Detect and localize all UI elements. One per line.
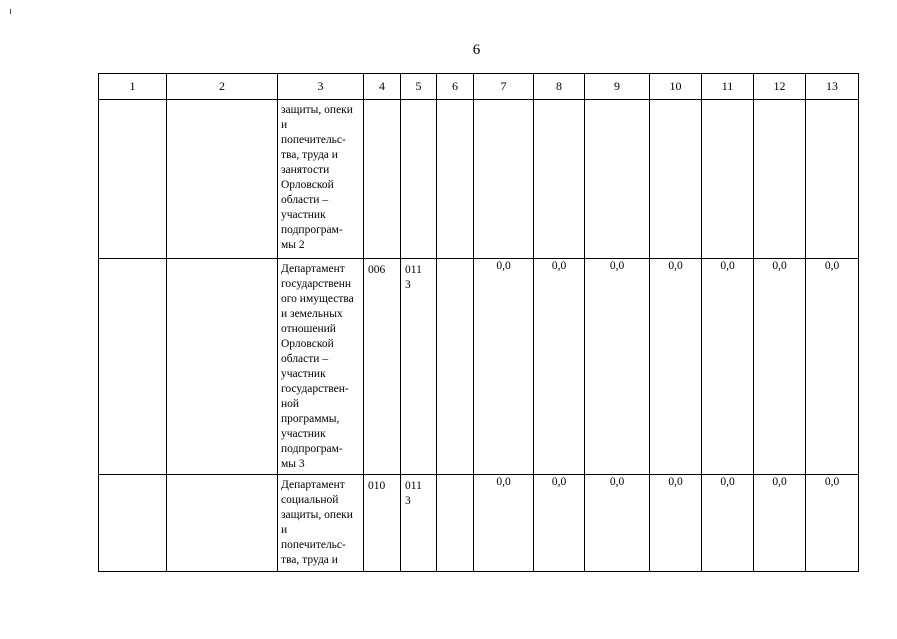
cell-code4 [364,475,401,572]
cell-value [702,100,754,259]
table-row [99,100,859,259]
budget-table [98,73,859,572]
code-4: 006 [368,264,386,276]
code-5 [401,100,436,104]
cell-name [278,475,364,572]
cell-value [534,100,585,259]
header-cell: 7 [474,74,534,100]
header-cell: 11 [702,74,754,100]
cell-value: 0,0 [474,475,534,572]
cell-col6 [437,259,474,475]
header-cell: 4 [364,74,401,100]
cell-value: 0,0 [534,475,585,572]
cell-value [806,100,859,259]
header-cell: 8 [534,74,585,100]
table-header-row [99,74,859,100]
cell-code5 [401,259,437,475]
header-cell: 6 [437,74,474,100]
cell-value: 0,0 [534,259,585,475]
header-cell: 1 [99,74,167,100]
header-cell: 3 [278,74,364,100]
participant-name: Департамент государственн ого имущества и земельных отношений Орловской области – участник государствен- ной программы, участник подпрограм- мы 3 [281,263,354,470]
cell-name [278,100,364,259]
participant-name: защиты, опеки и попечительс- тва, труда и занятости Орловской области – участник подпрограм- мы 2 [281,104,353,251]
cell-col1 [99,475,167,572]
cell-value: 0,0 [754,259,806,475]
code-5: 011 3 [405,480,422,507]
cell-col2 [167,259,278,475]
participant-name: Департамент социальной защиты, опеки и попечительс- тва, труда и [281,479,353,566]
cell-value [650,100,702,259]
table-row [99,259,859,475]
cell-value: 0,0 [585,475,650,572]
header-cell: 5 [401,74,437,100]
cell-value: 0,0 [754,475,806,572]
cell-code4 [364,259,401,475]
cell-value: 0,0 [806,475,859,572]
header-cell: 9 [585,74,650,100]
cell-col2 [167,100,278,259]
cell-value [474,100,534,259]
cell-name [278,259,364,475]
header-cell: 13 [806,74,859,100]
cell-code5 [401,475,437,572]
page-number: 6 [472,42,481,58]
code-4 [364,100,400,104]
cell-value [585,100,650,259]
cell-value: 0,0 [702,259,754,475]
scan-mark [10,9,11,14]
cell-col1 [99,100,167,259]
table-row [99,475,859,572]
cell-value: 0,0 [474,259,534,475]
cell-col6 [437,100,474,259]
cell-value: 0,0 [702,475,754,572]
cell-value: 0,0 [650,259,702,475]
cell-value [754,100,806,259]
cell-col1 [99,259,167,475]
code-4: 010 [368,480,386,492]
cell-value: 0,0 [585,259,650,475]
code-5: 011 3 [405,264,422,291]
cell-value: 0,0 [806,259,859,475]
header-cell: 2 [167,74,278,100]
cell-col6 [437,475,474,572]
header-cell: 10 [650,74,702,100]
cell-col2 [167,475,278,572]
header-cell: 12 [754,74,806,100]
cell-value: 0,0 [650,475,702,572]
cell-code5 [401,100,437,259]
cell-code4 [364,100,401,259]
